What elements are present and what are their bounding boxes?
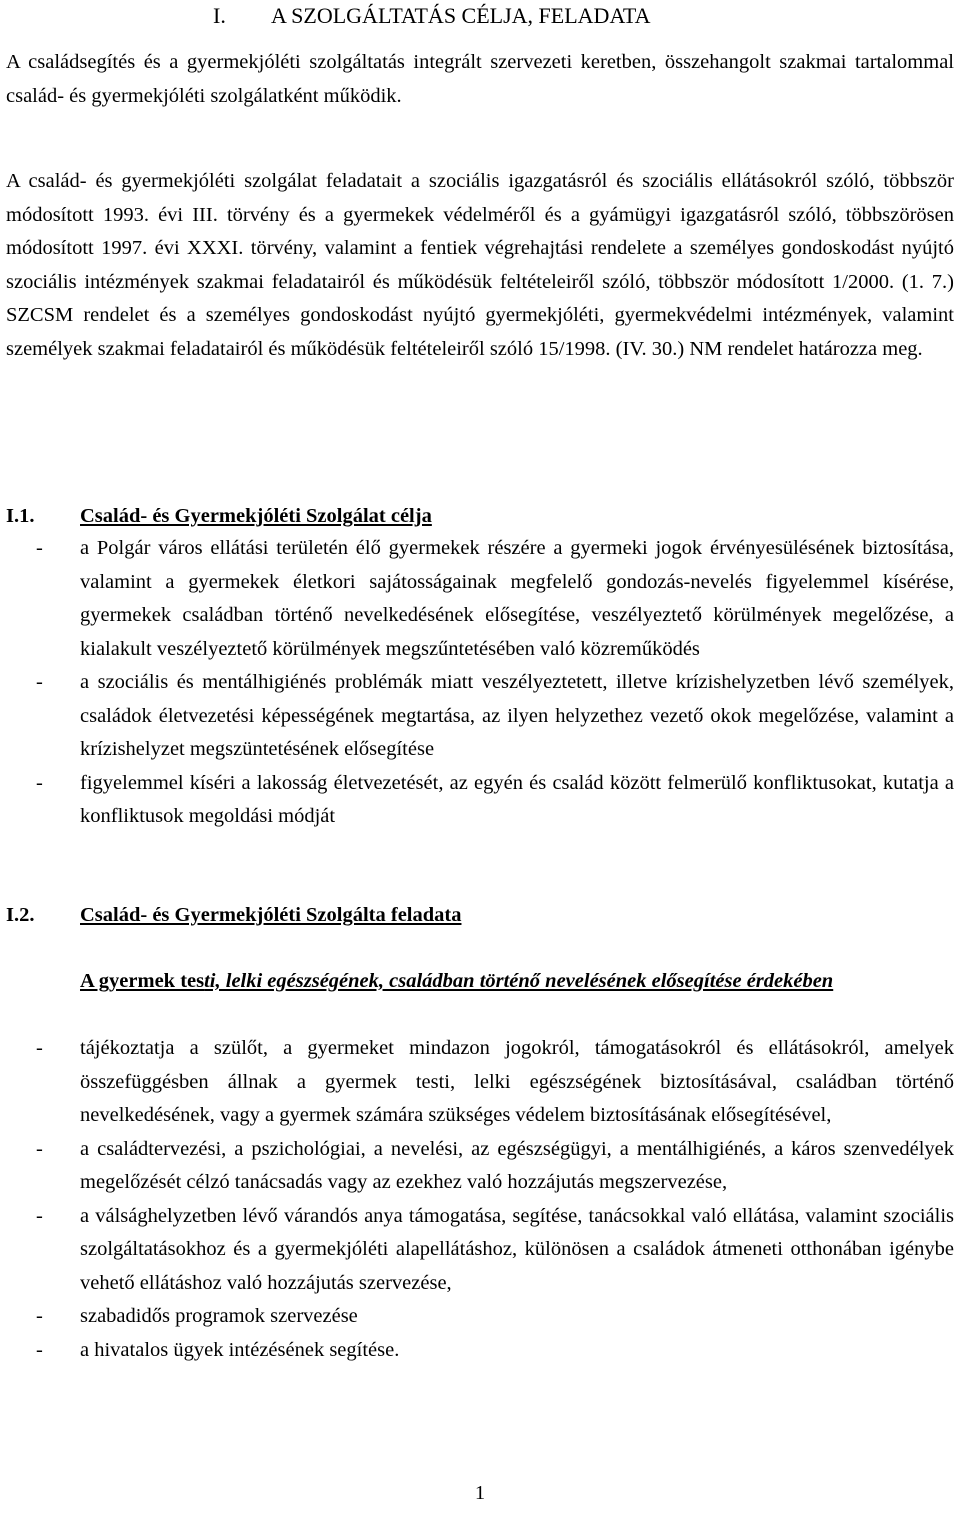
section-2-number: I.2. bbox=[6, 904, 35, 926]
chapter-number: I. bbox=[213, 3, 226, 28]
list-item bbox=[6, 666, 954, 767]
list-item-text: tájékoztatja a szülőt, a gyermeket mindazon jogokról, támogatásokról és ellátásokról, amelyek összefüggésben állnak a gyermek testi, lelki egészségének biztosításával, családban történő nevelkedésének, vagy a gyermek számára szükséges védelem biztosításának elősegítésével, bbox=[80, 1037, 954, 1126]
list-marker: - bbox=[36, 1204, 43, 1227]
chapter-heading bbox=[213, 0, 650, 32]
list-item bbox=[6, 1300, 954, 1334]
list-item-text: a hivatalos ügyek intézésének segítése. bbox=[80, 1338, 400, 1361]
list-item bbox=[6, 1032, 954, 1133]
list-item-text: szabadidős programok szervezése bbox=[80, 1305, 358, 1327]
section-1-list bbox=[6, 532, 954, 834]
page-number: 1 bbox=[474, 1482, 486, 1504]
section-1-number: I.1. bbox=[6, 505, 35, 527]
list-item bbox=[6, 532, 954, 666]
list-marker: - bbox=[36, 771, 43, 794]
subheading-italic: ti, lelki egészségének, családban történő nevelésének elősegítése érdekében bbox=[204, 970, 834, 992]
list-item bbox=[6, 1200, 954, 1301]
list-item-text: a válsághelyzetben lévő várandós anya támogatása, segítése, tanácsokkal való ellátása, valamint szociális szolgáltatásokhoz és a gyermekjóléti alapellátáshoz, különösen a családok átmeneti otthonában igénybe vehető ellátáshoz való hozzájutás szervezése, bbox=[80, 1204, 954, 1294]
subheading-plain: A gyermek tes bbox=[80, 970, 205, 992]
section-1-title: Család- és Gyermekjóléti Szolgálat célja bbox=[80, 505, 432, 527]
list-marker: - bbox=[36, 1137, 43, 1160]
list-marker: - bbox=[36, 1338, 43, 1361]
list-marker: - bbox=[36, 537, 43, 559]
section-1-heading bbox=[6, 500, 954, 534]
list-item-text: a családtervezési, a pszichológiai, a nevelési, az egészségügyi, a mentálhigiénés, a káros szenvedélyek megelőzését célzó tanácsadás vagy az ezekhez való hozzájutás megszervezése, bbox=[80, 1137, 954, 1193]
list-item bbox=[6, 767, 954, 834]
section-2-subheading bbox=[80, 965, 954, 999]
chapter-title: A SZOLGÁLTATÁS CÉLJA, FELADATA bbox=[271, 3, 651, 28]
intro-paragraph-2: A család- és gyermekjóléti szolgálat feladatait a szociális igazgatásról és szociális ellátásokról szóló, többször módosított 1993. évi III. törvény és a gyermekek védelméről és a gyámügyi igazgatásról szóló, többszörösen módosított 1997. évi XXXI. törvény, valamint a fentiek végrehajtási rendelete a személyes gondoskodást nyújtó szociális intézmények szakmai feladatairól és működésük feltételeiről szóló, többször módosított 1/2000. (1. 7.) SZCSM rendelet és a személyes gondoskodást nyújtó gyermekjóléti, gyermekvédelmi intézmények, valamint személyek szakmai feladatairól és működésük feltételeiről szóló 15/1998. (IV. 30.) NM rendelet határozza meg. bbox=[6, 170, 954, 360]
section-2-list bbox=[6, 1032, 954, 1367]
list-item bbox=[6, 1334, 954, 1368]
list-item-text: a Polgár város ellátási területén élő gyermekek részére a gyermeki jogok érvényesülésének biztosítása, valamint a gyermekek életkori sajátosságainak megfelelő gondozás-nevelés figyelemmel kísérése, gyermekek családban történő nevelkedésének elősegítése, veszélyeztető körülmények megelőzése, a kialakult veszélyeztető körülmények megszűntetésében való közreműködés bbox=[80, 537, 954, 660]
list-item-text: figyelemmel kíséri a lakosság életvezetését, az egyén és család között felmerülő konfliktusokat, kutatja a konfliktusok megoldási módját bbox=[80, 771, 954, 827]
list-item-text: a szociális és mentálhigiénés problémák miatt veszélyeztetett, illetve krízishelyzetben lévő személyek, családok életvezetési képességének megtartása, az ilyen helyzethez vezető okok megelőzése, valamint a krízishelyzet megszüntetésének elősegítése bbox=[80, 671, 954, 760]
list-marker: - bbox=[36, 1305, 43, 1327]
section-2-title: Család- és Gyermekjóléti Szolgálta feladata bbox=[80, 904, 462, 926]
list-marker: - bbox=[36, 1037, 43, 1059]
list-marker: - bbox=[36, 671, 43, 693]
intro-paragraph-1: A családsegítés és a gyermekjóléti szolgáltatás integrált szervezeti keretben, összehangolt szakmai tartalommal család- és gyermekjóléti szolgálatként működik. bbox=[6, 51, 954, 107]
section-2-heading bbox=[6, 899, 954, 933]
list-item bbox=[6, 1133, 954, 1200]
